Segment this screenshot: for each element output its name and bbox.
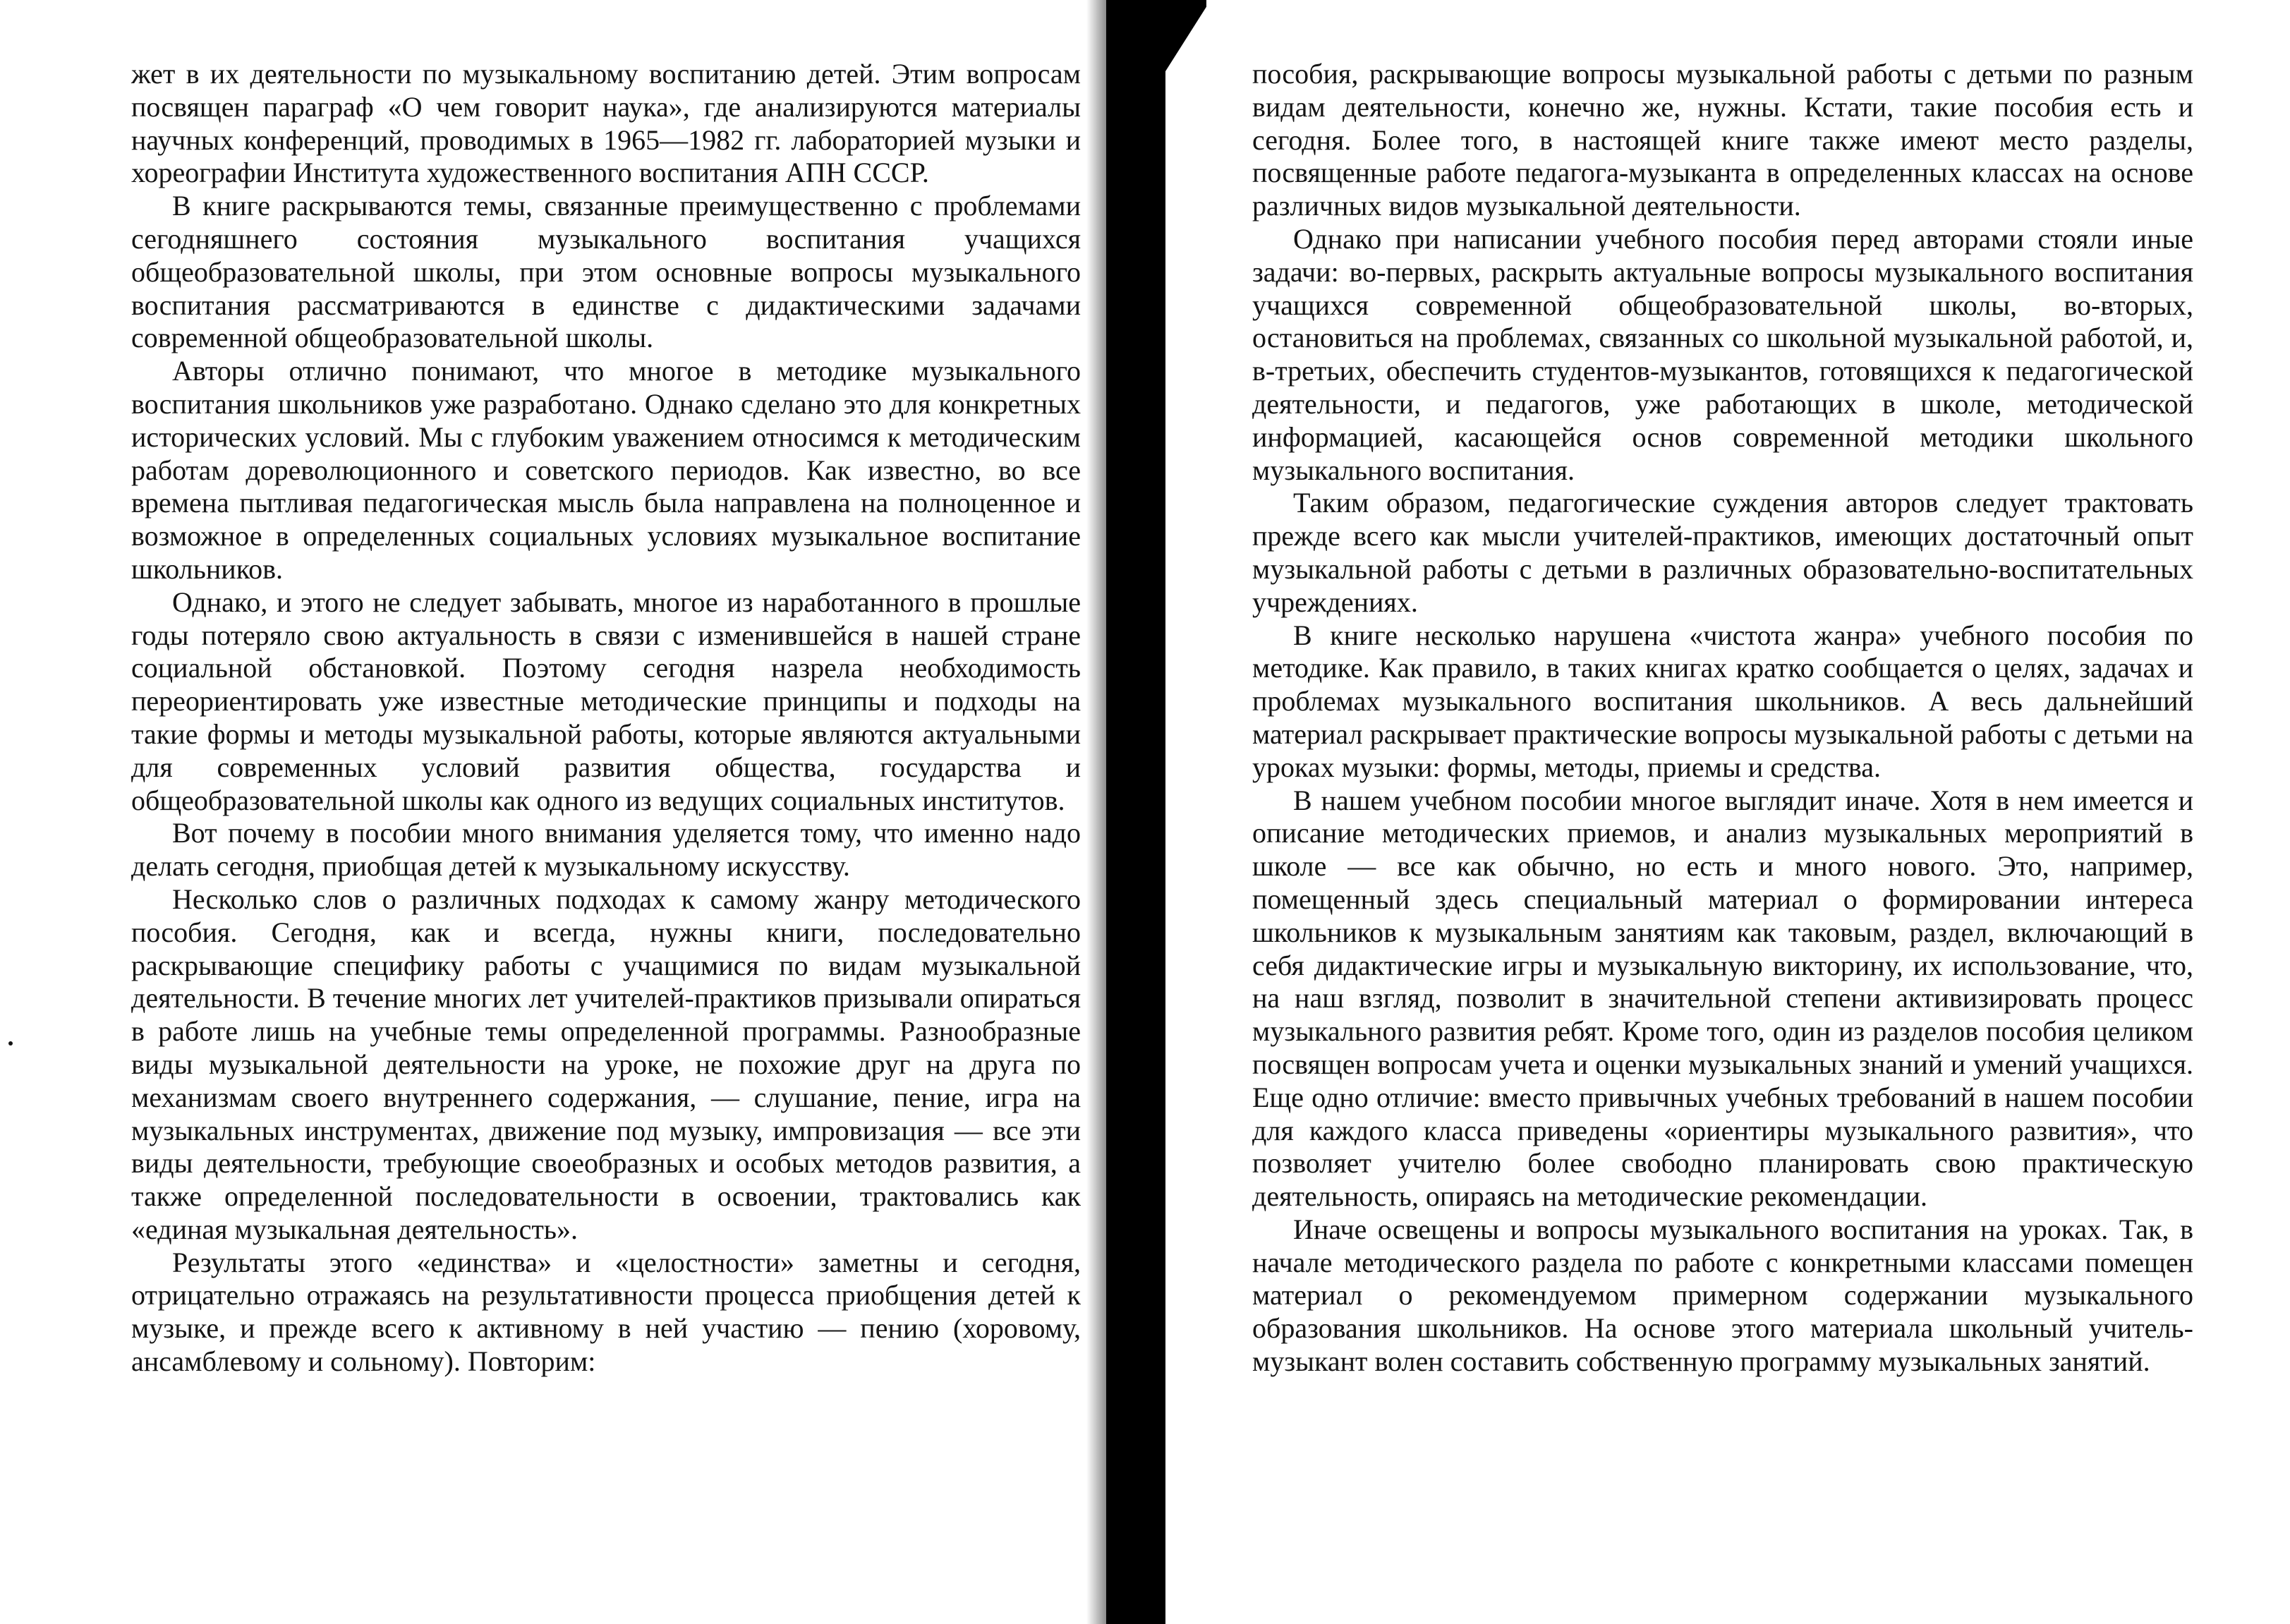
right-paragraph-3: Таким образом, педагогические суждения авторов следует трактовать прежде всего как мысли учителей-практиков, имеющих достаточный опыт музыкальной работы с детьми в различных образовательно-воспитательных учреждениях. [1252, 487, 2193, 618]
left-paragraph-5: Вот почему в пособии много внимания уделяется тому, что именно надо делать сегодня, приобщая детей к музыкальному искусству. [131, 817, 1081, 883]
right-paragraph-6: Иначе освещены и вопросы музыкального воспитания на уроках. Так, в начале методического раздела по работе с конкретными классами помещен материал о рекомендуемом примерном содержании музыкального образования школьников. На основе этого материала школьный учитель-музыкант волен составить собственную программу музыкальных занятий. [1252, 1213, 2193, 1378]
binding-edge-fold [1157, 0, 1206, 85]
scan-speck [8, 1041, 13, 1046]
book-binding-gutter [1106, 0, 1165, 1624]
right-paragraph-1: пособия, раскрывающие вопросы музыкальной работы с детьми по разным видам деятельности, конечно же, нужны. Кстати, такие пособия есть и сегодня. Более того, в настоящей книге также имеют место разделы, посвященные работе педагога-музыканта в определенных классах на основе различных видов музыкальной деятельности. [1252, 58, 2193, 222]
left-paragraph-7: Результаты этого «единства» и «целостности» заметны и сегодня, отрицательно отражаясь на результативности процесса приобщения детей к музыке, и прежде всего к активному в ней участию — пению (хоровому, ансамблевому и сольному). Повторим: [131, 1246, 1081, 1378]
left-paragraph-2: В книге раскрываются темы, связанные преимущественно с проблемами сегодняшнего состояния музыкального воспитания учащихся общеобразовательной школы, при этом основные вопросы музыкального воспитания рассматриваются в единстве с дидактическими задачами современной общеобразовательной школы. [131, 190, 1081, 354]
left-page [131, 58, 1081, 1378]
left-paragraph-1: жет в их деятельности по музыкальному воспитанию детей. Этим вопросам посвящен параграф «О чем говорит наука», где анализируются материалы научных конференций, проводимых в 1965—1982 гг. лабораторией музыки и хореографии Института художественного воспитания АПН СССР. [131, 58, 1081, 189]
right-paragraph-4: В книге несколько нарушена «чистота жанра» учебного пособия по методике. Как правило, в таких книгах кратко сообщается о целях, задачах и проблемах музыкального воспитания школьников. А весь дальнейший материал раскрывает практические вопросы музыкальной работы с детьми на уроках музыки: формы, методы, приемы и средства. [1252, 619, 2193, 783]
right-paragraph-5: В нашем учебном пособии многое выглядит иначе. Хотя в нем имеется и описание методических приемов, и анализ музыкальных мероприятий в школе — все как обычно, но есть и много нового. Это, например, помещенный здесь специальный материал о формировании интереса школьников к музыкальным занятиям как таковым, раздел, включающий в себя дидактические игры и музыкальную викторину, их использование, что, на наш взгляд, позволит в значительной степени активизировать процесс музыкального развития ребят. Кроме того, один из разделов пособия целиком посвящен вопросам учета и оценки музыкальных знаний и умений учащихся. Еще одно отличие: вместо привычных учебных требований в нашем пособии для каждого класса приведены «ориентиры музыкального развития», что позволяет учителю более свободно планировать свою практическую деятельность, опираясь на методические рекомендации. [1252, 784, 2193, 1213]
left-paragraph-6: Несколько слов о различных подходах к самому жанру методического пособия. Сегодня, как и всегда, нужны книги, последовательно раскрывающие специфику работы с учащимися по видам музыкальной деятельности. В течение многих лет учителей-практиков призывали опираться в работе лишь на учебные темы определенной программы. Разнообразные виды музыкальной деятельности на уроке, не похожие друг на друга по механизмам своего внутреннего содержания, — слушание, пение, игра на музыкальных инструментах, движение под музыку, импровизация — все эти виды деятельности, требующие своеобразных и особых методов развития, а также определенной последовательности в освоении, трактовались как «единая музыкальная деятельность». [131, 883, 1081, 1245]
right-paragraph-2: Однако при написании учебного пособия перед авторами стояли иные задачи: во-первых, раскрыть актуальные вопросы музыкального воспитания учащихся современной общеобразовательной школы, во-вторых, остановиться на проблемах, связанных со школьной музыкальной работой, и, в-третьих, обеспечить студентов-музыкантов, готовящихся к педагогической деятельности, и педагогов, уже работающих в школе, методической информацией, касающейся основ современной методики школьного музыкального воспитания. [1252, 222, 2193, 486]
right-page [1252, 58, 2193, 1378]
left-paragraph-4: Однако, и этого не следует забывать, многое из наработанного в прошлые годы потеряло свою актуальность в связи с изменившейся в нашей стране социальной обстановкой. Поэтому сегодня назрела необходимость переориентировать уже известные методические принципы и подходы на такие формы и методы музыкальной работы, которые являются актуальными для современных условий развития общества, государства и общеобразовательной школы как одного из ведущих социальных институтов. [131, 586, 1081, 816]
left-paragraph-3: Авторы отлично понимают, что многое в методике музыкального воспитания школьников уже разработано. Однако сделано это для конкретных исторических условий. Мы с глубоким уважением относимся к методическим работам дореволюционного и советского периодов. Как известно, во все времена пытливая педагогическая мысль была направлена на полноценное и возможное в определенных социальных условиях музыкальное воспитание школьников. [131, 355, 1081, 585]
